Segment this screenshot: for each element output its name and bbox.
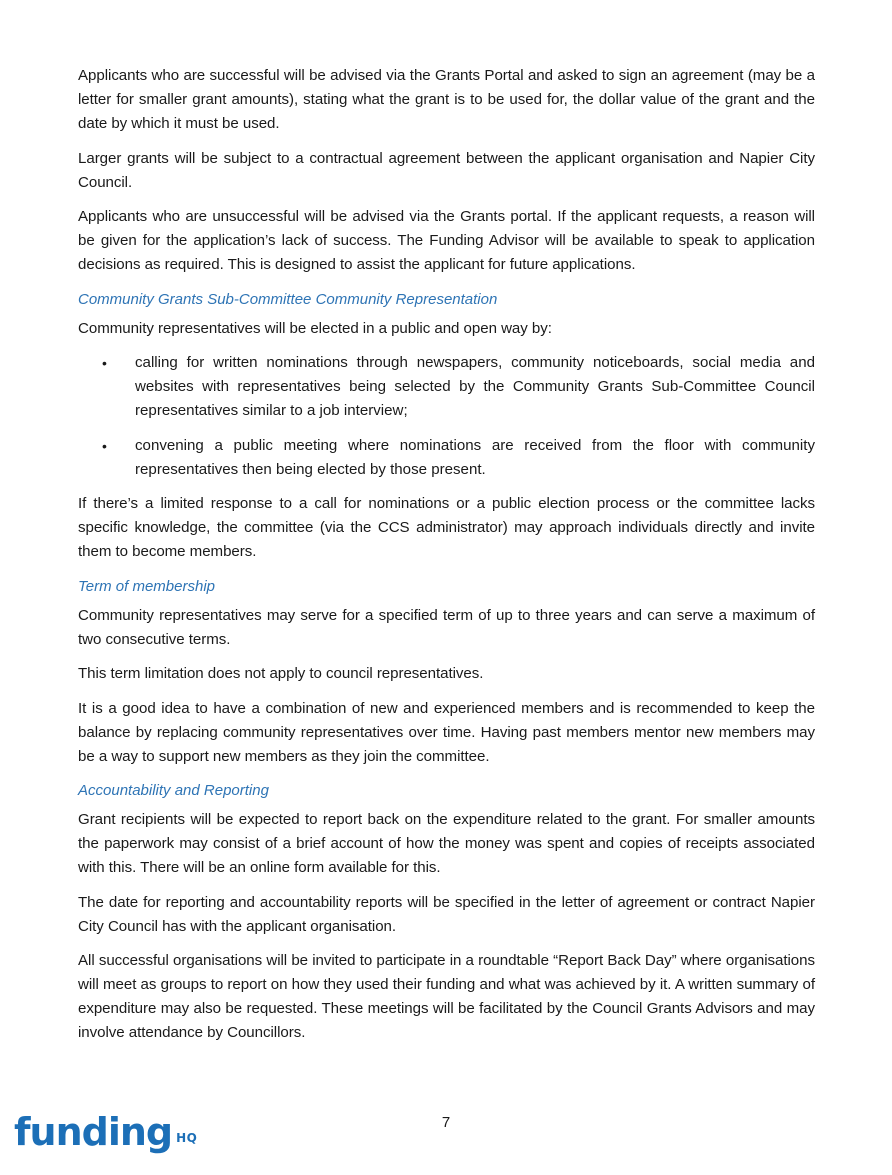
logo-superscript: HQ [176,1131,198,1145]
list-item [78,434,815,482]
list-item [78,351,815,423]
heading-community-representation: Community Grants Sub-Committee Community Representation [78,290,498,308]
logo-wordmark: funding [14,1110,173,1154]
list-item-text: calling for written nominations through newspapers, community noticeboards, social media and websites with representatives being selected by the Community Grants Sub-Committee Council representatives similar to a job interview; [135,354,815,419]
paragraph-report-back: Grant recipients will be expected to report back on the expenditure related to the grant. For smaller amounts the paperwork may consist of a brief account of how the money was spent and copies of receipts associated with this. There will be an online form available for this. [78,811,815,876]
paragraph-term-limitation: This term limitation does not apply to council representatives. [78,665,484,682]
paragraph-member-balance: It is a good idea to have a combination of new and experienced members and is recommended to keep the balance by replacing community representatives over time. Having past members mentor new members may be a way to support new members as they join the committee. [78,699,815,765]
paragraph-report-back-day: All successful organisations will be invited to participate in a roundtable “Report Back Day” where organisations will meet as groups to report on how they used their funding and what was achieved by it. A written summary of expenditure may also be requested. These meetings will be facilitated by the Council Grants Advisors and may involve attendance by Councillors. [78,952,815,1041]
document-page [78,64,815,1056]
bullet-icon: • [102,355,107,371]
heading-term-of-membership: Term of membership [78,577,215,595]
bullet-icon: • [102,437,107,454]
paragraph-successful-applicants: Applicants who are successful will be advised via the Grants Portal and asked to sign an agreement (may be a letter for smaller grant amounts), stating what the grant is to be used for, the dollar value of the grant and the date by which it must be used. [78,67,815,132]
paragraph-limited-response: If there’s a limited response to a call for nominations or a public election process or the committee lacks specific knowledge, the committee (via the CCS administrator) may approach individuals directly and invite them to become members. [78,495,815,560]
paragraph-term-length: Community representatives may serve for a specified term of up to three years and can serve a maximum of two consecutive terms. [78,606,815,648]
list-item-text: convening a public meeting where nominations are received from the floor with community representatives then being elected by those present. [135,436,815,478]
paragraph-larger-grants: Larger grants will be subject to a contractual agreement between the applicant organisation and Napier City Council. [78,149,815,191]
page-number: 7 [441,1114,451,1131]
paragraph-representation-intro: Community representatives will be elected in a public and open way by: [78,319,552,337]
paragraph-reporting-dates: The date for reporting and accountability reports will be specified in the letter of agreement or contract Napier City Council has with the applicant organisation. [78,893,815,935]
heading-accountability-reporting: Accountability and Reporting [78,782,269,799]
representation-bullet-list [78,351,815,482]
paragraph-unsuccessful-applicants: Applicants who are unsuccessful will be advised via the Grants portal. If the applicant requests, a reason will be given for the application’s lack of success. The Funding Advisor will be available to speak to application decisions as required. This is designed to assist the applicant for future applications. [78,208,815,273]
